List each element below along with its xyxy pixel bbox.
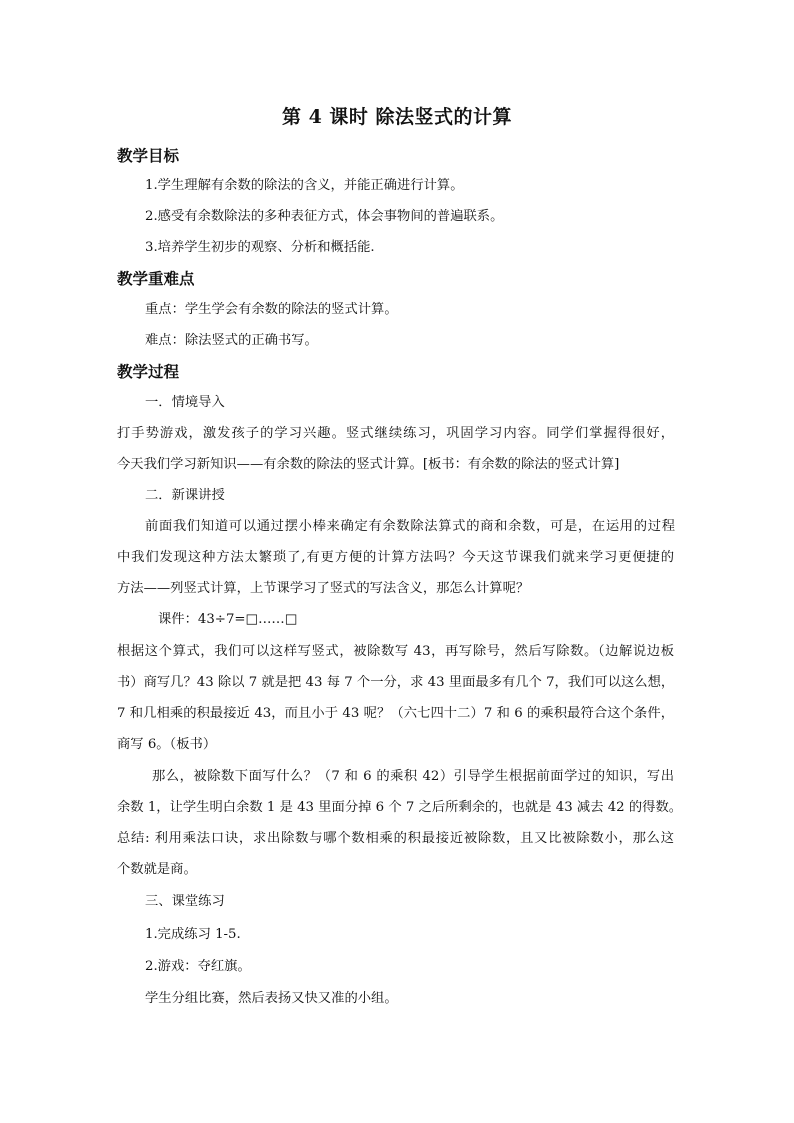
courseware-line: 课件：43÷7=□……□ — [158, 612, 298, 627]
part2-para2-line-1: 根据这个算式，我们可以这样写竖式，被除数写 43，再写除号，然后写除数。（边解说边板 — [117, 644, 674, 659]
key-point-focus: 重点：学生学会有余数的除法的竖式计算。 — [145, 302, 398, 317]
part3-item-2: 2.游戏：夺红旗。 — [145, 959, 251, 974]
part2-para1-line-1: 前面我们知道可以通过摆小棒来确定有余数除法算式的商和余数，可是，在运用的过程 — [145, 519, 675, 534]
heading-key-points: 教学重难点 — [117, 269, 195, 288]
part2-para3-line-4: 个数就是商。 — [117, 862, 197, 877]
goal-item-1: 1.学生理解有余数的除法的含义，并能正确进行计算。 — [145, 178, 464, 193]
part2-para3-line-3: 总结: 利用乘法口诀，求出除数与哪个数相乘的积最接近被除数，且又比被除数小，那么这 — [117, 831, 674, 846]
heading-teaching-process: 教学过程 — [117, 362, 180, 381]
part2-para1-line-3: 方法——列竖式计算，上节课学习了竖式的写法含义，那怎么计算呢？ — [117, 581, 530, 596]
lesson-title: 第 4 课时 除法竖式的计算 — [281, 106, 513, 128]
goal-item-3: 3.培养学生初步的观察、分析和概括能. — [145, 240, 375, 255]
part2-para3-line-1: 那么，被除数下面写什么？（7 和 6 的乘积 42）引导学生根据前面学过的知识，写出 — [152, 769, 674, 784]
heading-teaching-goals: 教学目标 — [117, 146, 180, 165]
goal-item-2: 2.感受有余数除法的多种表征方式，体会事物间的普遍联系。 — [145, 209, 504, 224]
part2-para2-line-2: 书）商写几？43 除以 7 就是把 43 每 7 个一分，求 43 里面最多有几个 7，我们可以这么想， — [117, 675, 675, 690]
part2-para2-line-3: 7 和几相乘的积最接近 43，而且小于 43 呢？（六七四十二）7 和 6 的乘积最符合这个条件， — [117, 706, 674, 721]
part1-line-2: 今天我们学习新知识——有余数的除法的竖式计算。[板书：有余数的除法的竖式计算] — [117, 457, 620, 472]
key-point-difficulty: 难点：除法竖式的正确书写。 — [145, 333, 318, 348]
part2-para1-line-2: 中我们发现这种方法太繁琐了,有更方便的计算方法吗？今天这节课我们就来学习更便捷的 — [117, 550, 674, 565]
part1-title: 一．情境导入 — [145, 395, 225, 410]
part1-line-1: 打手势游戏，激发孩子的学习兴趣。竖式继续练习，巩固学习内容。同学们掌握得很好， — [117, 426, 674, 441]
part2-para3-line-2: 余数 1，让学生明白余数 1 是 43 里面分掉 6 个 7 之后所剩余的，也就是 43 减去 42 的得数。 — [117, 800, 683, 815]
part2-title: 二．新课讲授 — [145, 488, 225, 503]
part3-item-3: 学生分组比赛，然后表扬又快又准的小组。 — [145, 991, 398, 1006]
part3-item-1: 1.完成练习 1-5. — [145, 927, 241, 942]
part2-para2-line-4: 商写 6。（板书） — [117, 737, 217, 752]
part3-title: 三、课堂练习 — [145, 894, 225, 909]
